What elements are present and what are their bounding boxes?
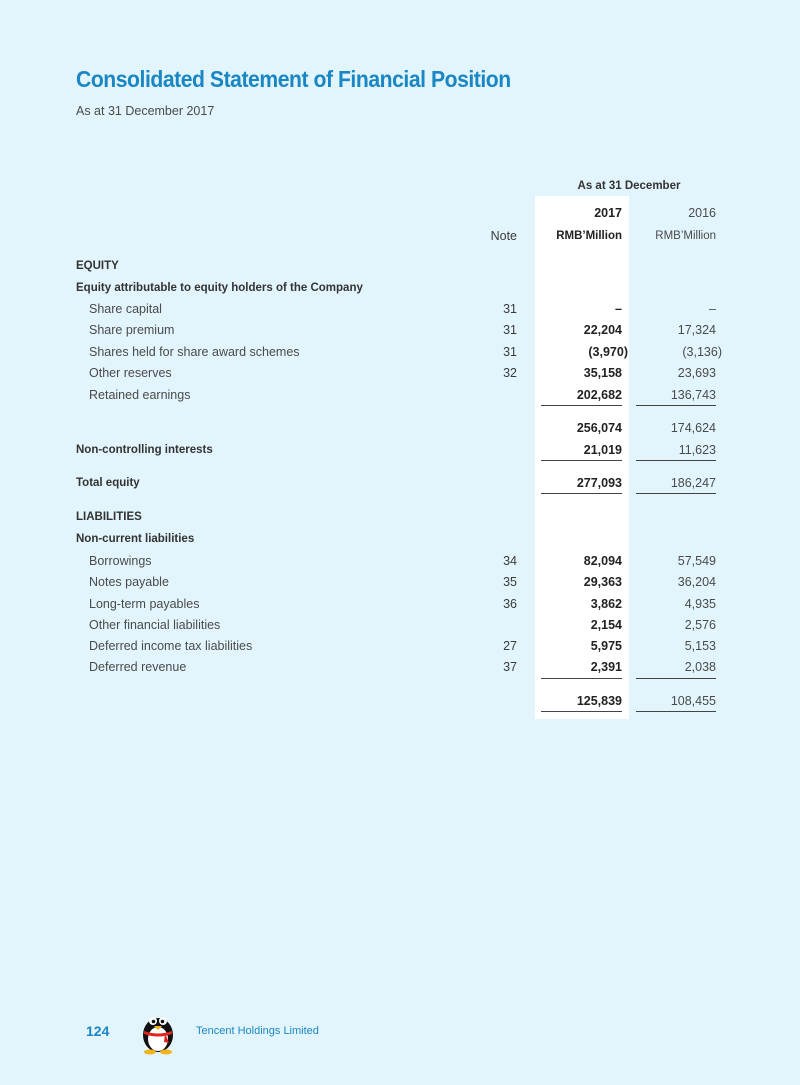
row-value-2017: 202,682 bbox=[576, 388, 622, 402]
row-value-2017: 256,074 bbox=[576, 421, 622, 435]
year-prior-header: 2016 bbox=[688, 206, 716, 220]
subtotal-rule bbox=[541, 678, 622, 679]
row-value-2017: 82,094 bbox=[583, 554, 622, 568]
year-current-header: 2017 bbox=[594, 206, 622, 220]
row-label: Total equity bbox=[76, 477, 140, 489]
subtotal-rule bbox=[541, 405, 622, 406]
unit-current-header: RMB’Million bbox=[556, 230, 622, 242]
row-note: 27 bbox=[503, 639, 517, 653]
row-value-2017: 2,391 bbox=[590, 660, 622, 674]
row-value-2017: 2,154 bbox=[590, 618, 622, 632]
row-value-2016: 136,743 bbox=[670, 388, 716, 402]
penguin-logo-icon bbox=[138, 1005, 178, 1055]
section-equity: EQUITY bbox=[76, 260, 119, 272]
subsection-equity-attributable: Equity attributable to equity holders of the Company bbox=[76, 282, 363, 294]
subsection-noncurrent: Non-current liabilities bbox=[76, 533, 195, 545]
page-number: 124 bbox=[86, 1023, 110, 1039]
company-name: Tencent Holdings Limited bbox=[196, 1025, 319, 1037]
subtotal-rule bbox=[541, 460, 622, 461]
row-value-2016: 36,204 bbox=[677, 575, 716, 589]
row-value-2016: 174,624 bbox=[670, 421, 716, 435]
row-label: Non-controlling interests bbox=[76, 444, 213, 456]
subtotal-rule bbox=[636, 460, 716, 461]
unit-prior-header: RMB’Million bbox=[655, 230, 716, 242]
row-value-2016: 4,935 bbox=[684, 597, 716, 611]
row-value-2016: 57,549 bbox=[677, 554, 716, 568]
total-rule bbox=[541, 493, 622, 494]
row-value-2017: 21,019 bbox=[583, 443, 622, 457]
row-note: 31 bbox=[503, 302, 517, 316]
section-liabilities: LIABILITIES bbox=[76, 511, 142, 523]
row-label: Share premium bbox=[89, 323, 175, 337]
row-value-2017: 125,839 bbox=[576, 694, 622, 708]
row-value-2017: 277,093 bbox=[576, 476, 622, 490]
row-value-2017: 22,204 bbox=[583, 323, 622, 337]
page-title: Consolidated Statement of Financial Position bbox=[76, 66, 511, 92]
total-rule bbox=[636, 711, 716, 712]
row-label: Retained earnings bbox=[89, 388, 191, 402]
row-value-2016: 17,324 bbox=[677, 323, 716, 337]
row-label: Long-term payables bbox=[89, 597, 200, 611]
row-note: 35 bbox=[503, 575, 517, 589]
row-label: Deferred income tax liabilities bbox=[89, 639, 253, 653]
row-note: 32 bbox=[503, 366, 517, 380]
row-note: 31 bbox=[503, 323, 517, 337]
row-note: 34 bbox=[503, 554, 517, 568]
row-value-2017: (3,970) bbox=[588, 345, 628, 359]
row-value-2016: 23,693 bbox=[677, 366, 716, 380]
row-value-2016: 2,038 bbox=[684, 660, 716, 674]
row-value-2017: 3,862 bbox=[590, 597, 622, 611]
row-value-2016: 5,153 bbox=[684, 639, 716, 653]
row-label: Share capital bbox=[89, 302, 162, 316]
total-rule bbox=[541, 711, 622, 712]
row-label: Shares held for share award schemes bbox=[89, 345, 300, 359]
row-label: Deferred revenue bbox=[89, 660, 187, 674]
row-value-2016: 11,623 bbox=[678, 443, 716, 457]
row-value-2017: 5,975 bbox=[590, 639, 622, 653]
page-subtitle: As at 31 December 2017 bbox=[76, 104, 215, 118]
row-note: 31 bbox=[503, 345, 517, 359]
subtotal-rule bbox=[636, 405, 716, 406]
row-label: Other reserves bbox=[89, 366, 172, 380]
row-note: 37 bbox=[503, 660, 517, 674]
total-rule bbox=[636, 493, 716, 494]
row-value-2017: 35,158 bbox=[583, 366, 622, 380]
row-value-2017: 29,363 bbox=[583, 575, 622, 589]
row-label: Notes payable bbox=[89, 575, 169, 589]
note-header: Note bbox=[490, 229, 517, 243]
row-value-2016: (3,136) bbox=[682, 345, 722, 359]
row-label: Other financial liabilities bbox=[89, 618, 221, 632]
row-value-2016: 108,455 bbox=[670, 694, 716, 708]
row-value-2016: 2,576 bbox=[684, 618, 716, 632]
subtotal-rule bbox=[636, 678, 716, 679]
row-value-2016: – bbox=[709, 302, 716, 316]
row-note: 36 bbox=[503, 597, 517, 611]
row-value-2016: 186,247 bbox=[670, 476, 716, 490]
row-label: Borrowings bbox=[89, 554, 152, 568]
row-value-2017: – bbox=[615, 302, 622, 316]
column-group-header: As at 31 December bbox=[577, 180, 681, 192]
